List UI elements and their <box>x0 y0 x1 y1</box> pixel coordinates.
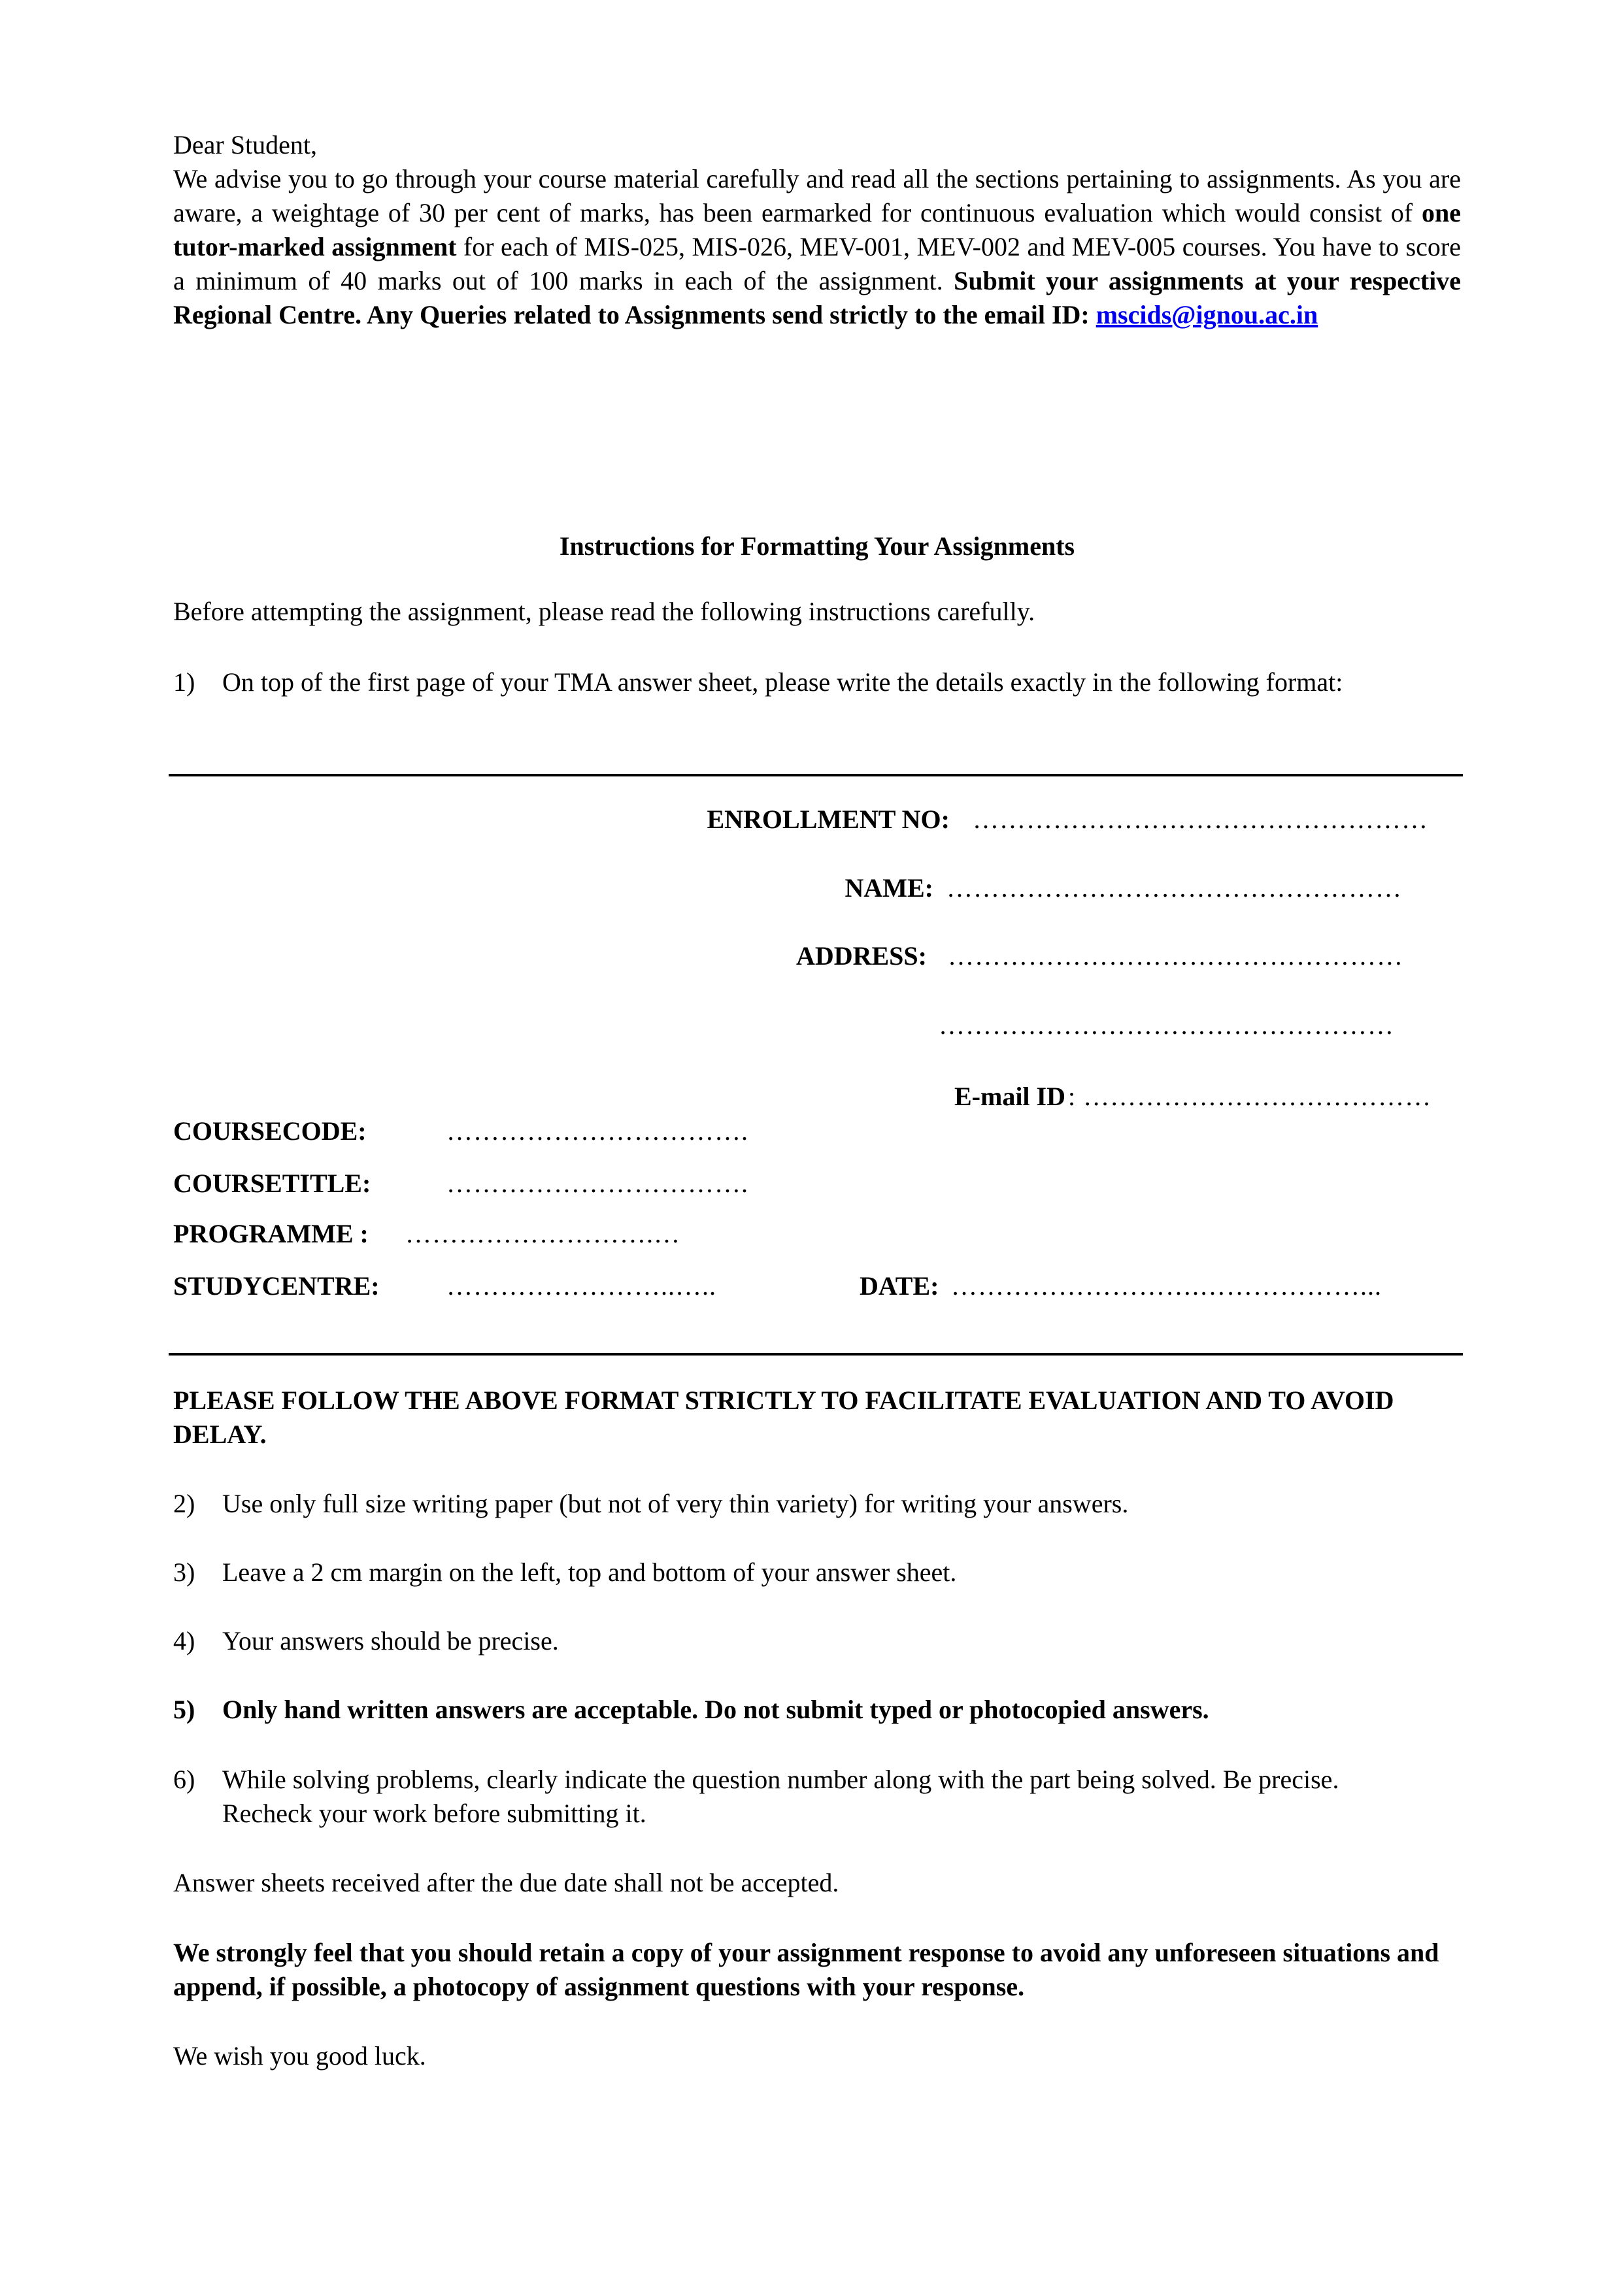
top-divider <box>169 774 1463 776</box>
item-text: Use only full size writing paper (but not of very thin variety) for writing your answers. <box>222 1489 1129 1518</box>
item-number: 3) <box>173 1557 195 1587</box>
intro-bold-submit: Submit your assignments at your respective Regional Centre. Any Queries related to Assignments send strictly to the email ID: <box>173 266 1462 329</box>
coursecode-label: COURSECODE: <box>173 1116 367 1146</box>
coursetitle-label: COURSETITLE: <box>173 1169 371 1198</box>
item-text: Leave a 2 cm margin on the left, top and bottom of your answer sheet. <box>222 1557 957 1587</box>
enrollment-label: ENROLLMENT NO: <box>707 805 950 834</box>
item-text: While solving problems, clearly indicate the question number along with the part being solved. Be precise. Recheck your work before submitting it. <box>222 1765 1339 1828</box>
item-text: Only hand written answers are acceptable. Do not submit typed or photocopied answers. <box>222 1695 1209 1724</box>
email-link[interactable]: mscids@ignou.ac.in <box>1096 300 1318 329</box>
coursecode-dots: ……………………………. <box>446 1116 748 1146</box>
address-dots-1: …………………………………………… <box>948 941 1403 971</box>
coursetitle-dots: ……………………………. <box>446 1169 748 1198</box>
salutation: Dear Student, <box>173 130 317 159</box>
item-text: Your answers should be precise. <box>222 1626 559 1655</box>
item-number: 2) <box>173 1489 195 1518</box>
format-notice: PLEASE FOLLOW THE ABOVE FORMAT STRICTLY TO FACILITATE EVALUATION AND TO AVOID DELAY. <box>173 1386 1394 1449</box>
date-label: DATE: <box>860 1271 939 1301</box>
email-dots: : ………………………………… <box>1068 1082 1432 1111</box>
email-label: E-mail ID <box>954 1082 1065 1111</box>
due-date-note: Answer sheets received after the due date shall not be accepted. <box>173 1868 839 1897</box>
address-label: ADDRESS: <box>795 941 927 971</box>
item-number: 4) <box>173 1626 195 1655</box>
programme-dots: ……………………….… <box>405 1219 680 1248</box>
intro-text: We advise you to go through your course material carefully and read all the sections pertaining to assignments. As you are aware, a weightage of 30 per cent of marks, has been earmarked for continuous evaluation which would consist of <box>173 164 1461 227</box>
instructions-intro: Before attempting the assignment, please read the following instructions carefully. <box>173 597 1035 626</box>
intro-text-2: for each of MIS-025, MIS-026, MEV-001, MEV-002 and MEV-005 courses. You have to score a minimum of 40 marks out of 100 marks in each of the assignment. <box>173 232 1461 295</box>
studycentre-label: STUDYCENTRE: <box>173 1271 380 1301</box>
item-text: On top of the first page of your TMA answer sheet, please write the details exactly in the following format: <box>222 667 1343 697</box>
studycentre-dots: ……………………..….. <box>446 1271 716 1301</box>
date-dots: ……………………….………………... <box>951 1271 1382 1301</box>
name-dots: …………………………………………… <box>946 873 1402 903</box>
retain-copy-note: We strongly feel that you should retain a copy of your assignment response to avoid any unforeseen situations and append, if possible, a photocopy of assignment questions with your response. <box>173 1938 1439 2001</box>
item-number: 6) <box>173 1765 195 1794</box>
item-number: 1) <box>173 667 195 697</box>
item-number: 5) <box>173 1695 195 1724</box>
intro-bold-assignment: one tutor-marked assignment <box>173 198 1461 261</box>
name-label: NAME: <box>845 873 933 903</box>
enrollment-dots: …………………………………………… <box>973 805 1428 834</box>
bottom-divider <box>169 1353 1463 1356</box>
intro-paragraph <box>173 162 1461 332</box>
closing-wish: We wish you good luck. <box>173 2041 426 2071</box>
programme-label: PROGRAMME : <box>173 1219 369 1248</box>
instructions-heading: Instructions for Formatting Your Assignments <box>559 531 1075 561</box>
address-dots-2: …………………………………………… <box>939 1010 1394 1040</box>
